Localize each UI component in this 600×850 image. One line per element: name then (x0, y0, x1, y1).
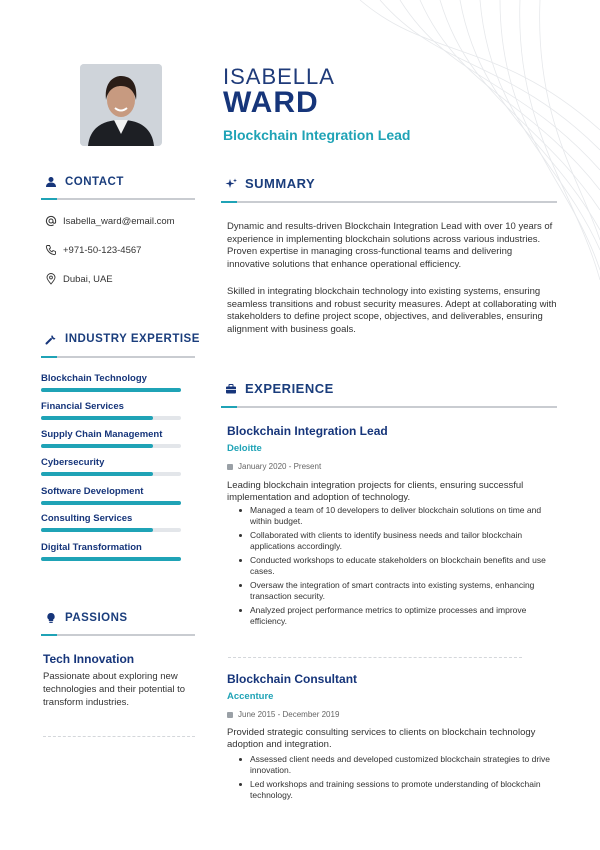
passion-description: Passionate about exploring new technologies and their potential to transform industries. (43, 671, 186, 708)
lightbulb-icon (45, 612, 57, 624)
wrench-icon (45, 333, 57, 345)
job-company: Deloitte (227, 443, 262, 454)
passions-dashed-divider (43, 736, 195, 737)
summary-heading-label: SUMMARY (245, 176, 316, 191)
job-dates-text: June 2015 - December 2019 (238, 710, 340, 719)
list-item: Collaborated with clients to identify business needs and tailor blockchain applications accordingly. (238, 530, 558, 551)
profile-photo (80, 64, 162, 146)
job-dates-text: January 2020 - Present (238, 462, 322, 471)
job-company: Accenture (227, 691, 274, 702)
experience-heading (225, 381, 334, 396)
skill-label: Consulting Services (41, 513, 133, 524)
skill-level-fill (41, 472, 153, 476)
calendar-icon (227, 712, 233, 718)
passion-title: Tech Innovation (43, 652, 135, 666)
contact-location (45, 273, 113, 285)
expertise-heading-label: INDUSTRY EXPERTISE (65, 333, 200, 345)
skill-level-bar (41, 557, 181, 561)
at-icon (45, 215, 57, 227)
first-name: ISABELLA (223, 64, 335, 89)
phone-icon (45, 244, 57, 256)
contact-phone[interactable] (45, 244, 141, 256)
contact-heading-label: CONTACT (65, 176, 124, 188)
skill-label: Cybersecurity (41, 457, 105, 468)
person-icon (45, 176, 57, 188)
skill-level-fill (41, 528, 153, 532)
skill-label: Financial Services (41, 401, 124, 412)
email-text: Isabella_ward@email.com (63, 215, 175, 227)
contact-heading (45, 176, 124, 188)
calendar-icon (227, 464, 233, 470)
contact-divider (41, 198, 195, 200)
skill-level-bar (41, 388, 181, 392)
job-bullets (238, 754, 558, 804)
job-dashed-divider (228, 657, 522, 658)
job-title: Blockchain Consultant (227, 672, 358, 686)
passions-heading (45, 612, 128, 624)
skill-level-fill (41, 444, 153, 448)
passions-heading-label: PASSIONS (65, 612, 128, 624)
list-item: Conducted workshops to educate stakeholders on blockchain benefits and use cases. (238, 555, 558, 576)
location-text: Dubai, UAE (63, 273, 113, 285)
skill-item (41, 486, 181, 505)
summary-heading (225, 176, 315, 191)
skill-item (41, 401, 181, 420)
skill-label: Blockchain Technology (41, 373, 147, 384)
skill-level-fill (41, 388, 181, 392)
list-item: Analyzed project performance metrics to optimize processes and improve efficiency. (238, 605, 558, 626)
skill-level-bar (41, 501, 181, 505)
contact-email[interactable] (45, 215, 175, 227)
skill-label: Software Development (41, 486, 144, 497)
list-item: Assessed client needs and developed customized blockchain strategies to drive innovation. (238, 754, 558, 775)
list-item: Oversaw the integration of smart contracts into existing systems, enhancing transaction security. (238, 580, 558, 601)
skill-label: Digital Transformation (41, 542, 142, 553)
skill-level-bar (41, 416, 181, 420)
list-item: Led workshops and training sessions to promote understanding of blockchain technology. (238, 779, 558, 800)
sparkle-icon (225, 178, 237, 190)
job-title: Blockchain Integration Lead (223, 127, 411, 143)
skill-label: Supply Chain Management (41, 429, 163, 440)
skill-level-bar (41, 472, 181, 476)
skill-item (41, 457, 181, 476)
last-name: WARD (223, 86, 319, 119)
location-pin-icon (45, 273, 57, 285)
job-bullets (238, 505, 558, 630)
skill-item (41, 429, 181, 448)
list-item: Managed a team of 10 developers to deliver blockchain solutions on time and within budget. (238, 505, 558, 526)
skill-level-fill (41, 557, 181, 561)
skill-item (41, 542, 181, 561)
summary-paragraph-1: Dynamic and results-driven Blockchain Integration Lead with over 10 years of experience in implementing blockchain solutions across various industries. Proven expertise in managing cross-functional teams and delivering innovative solutions that enhance operational efficiency. (227, 221, 553, 270)
expertise-divider (41, 356, 195, 358)
skill-level-bar (41, 528, 181, 532)
job-dates (227, 462, 321, 471)
experience-heading-label: EXPERIENCE (245, 381, 334, 396)
passions-divider (41, 634, 195, 636)
job-description: Leading blockchain integration projects for clients, ensuring successful implementation and adoption of technology. (227, 480, 524, 503)
summary-divider (221, 201, 557, 203)
job-description: Provided strategic consulting services to clients on blockchain technology adoption and integration. (227, 727, 536, 750)
phone-text: +971-50-123-4567 (63, 244, 142, 256)
skill-level-fill (41, 416, 153, 420)
job-title: Blockchain Integration Lead (227, 424, 388, 438)
skill-item (41, 373, 181, 392)
expertise-heading (45, 333, 200, 345)
experience-divider (221, 406, 557, 408)
skill-level-fill (41, 501, 181, 505)
skill-level-bar (41, 444, 181, 448)
job-dates (227, 710, 339, 719)
summary-paragraph-2: Skilled in integrating blockchain technology into existing systems, ensuring seamless transitions and robust security measures. Adept at collaborating with stakeholders to define project scope, objectives, and deliverables, ensuring alignment with business goals. (227, 286, 557, 335)
briefcase-icon (225, 383, 237, 395)
skill-item (41, 513, 181, 532)
